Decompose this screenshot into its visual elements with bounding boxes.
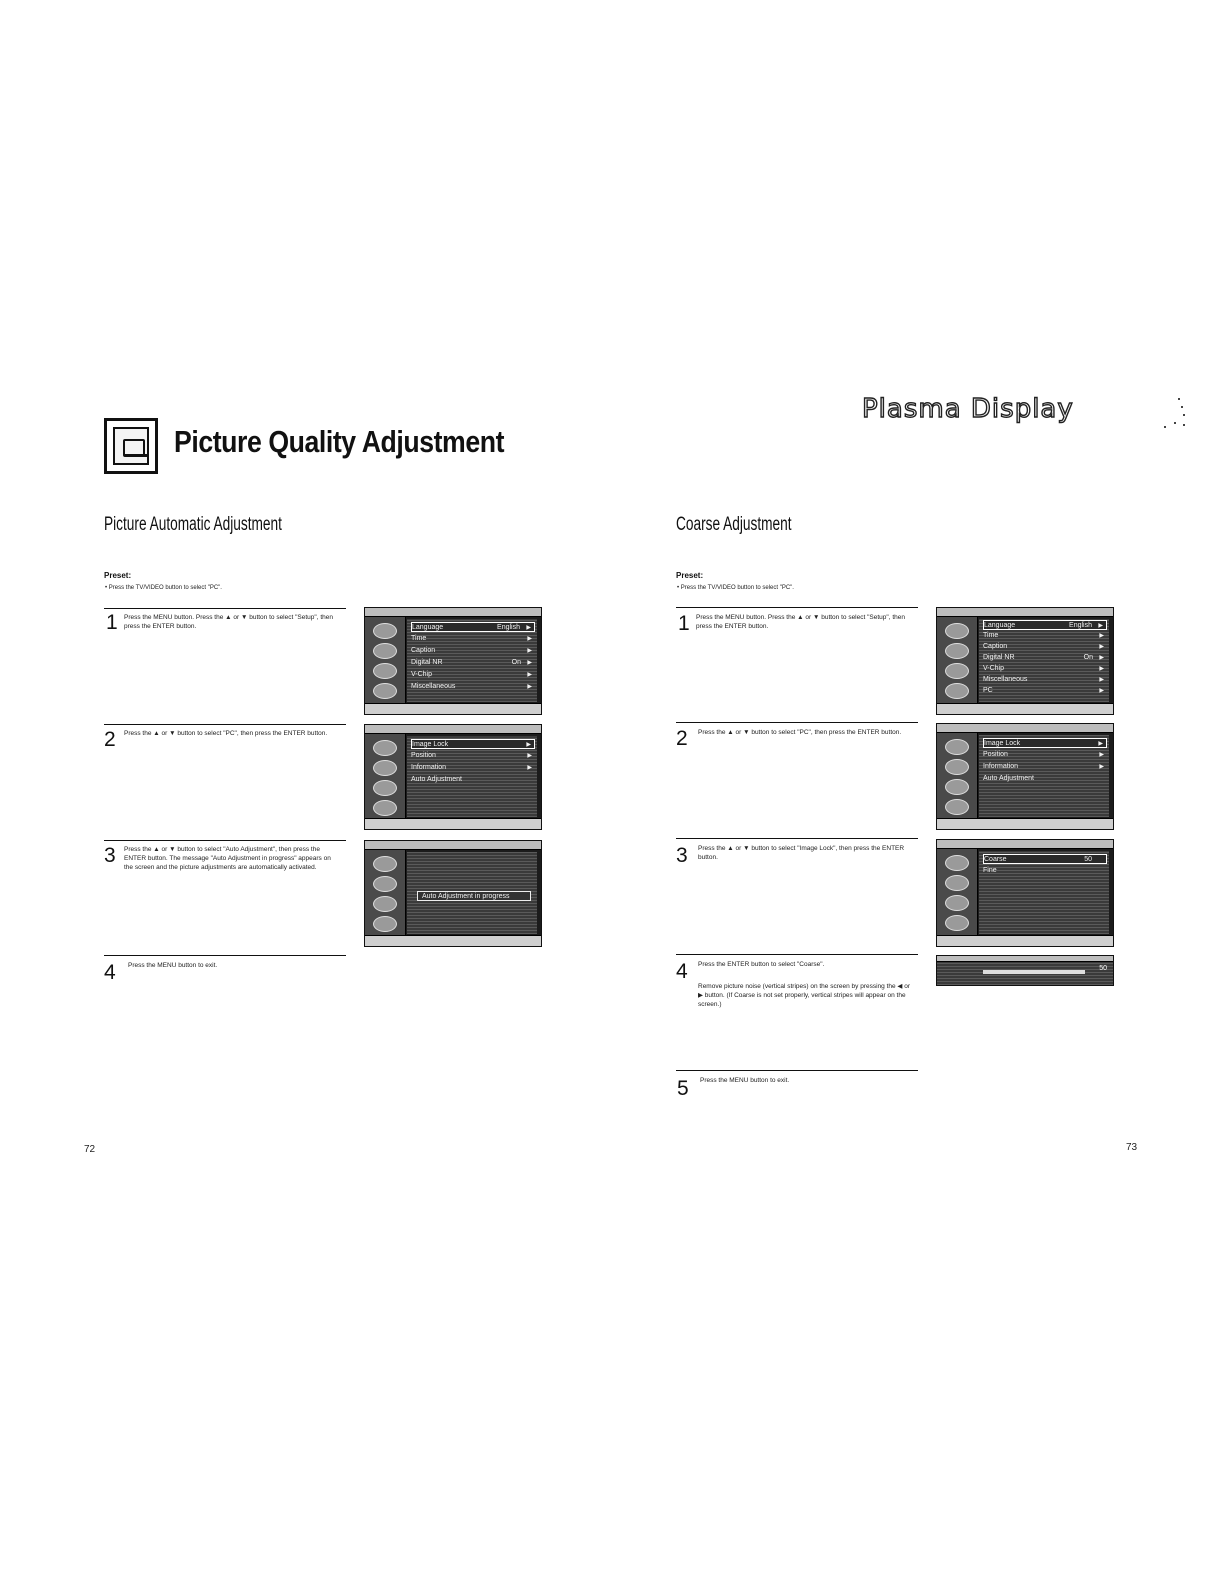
brand-logo: Plasma Display xyxy=(862,394,1074,424)
menu-item: Digital NR On ▶ xyxy=(983,654,1104,661)
step-divider xyxy=(104,840,346,841)
menu-item: Position ▶ xyxy=(983,751,1104,758)
menu-screenshot-pc xyxy=(364,724,542,830)
step-text: Press the ▲ or ▼ button to select "PC", then press the ENTER button. xyxy=(698,729,902,736)
progress-message: Auto Adjustment in progress xyxy=(417,891,531,901)
step-divider xyxy=(104,955,346,956)
step-text: Press the MENU button to exit. xyxy=(128,962,218,969)
preset-label-right: Preset: xyxy=(676,571,704,580)
page-title: Picture Quality Adjustment xyxy=(174,424,505,459)
decorative-dots xyxy=(1150,396,1186,430)
step-text: Press the MENU button. Press the ▲ or ▼ button to select "Setup", then press the ENTER button. xyxy=(696,614,905,630)
section-title-right: Coarse Adjustment xyxy=(676,514,792,535)
coarse-slider xyxy=(983,970,1085,974)
step-text: Press the ▲ or ▼ button to select "Image Lock", then press the ENTER button. xyxy=(698,845,905,861)
page-number-right: 73 xyxy=(1126,1142,1138,1153)
step-number: 1 xyxy=(678,612,690,635)
menu-item: Time ▶ xyxy=(983,632,1104,639)
menu-item: Digital NR On ▶ xyxy=(411,659,532,666)
menu-item: Fine xyxy=(983,867,997,874)
step-divider xyxy=(676,607,918,608)
section-title-left: Picture Automatic Adjustment xyxy=(104,514,282,535)
menu-item: Information ▶ xyxy=(983,763,1104,770)
menu-item: Position ▶ xyxy=(411,752,532,759)
menu-item: Language English ▶ xyxy=(983,620,1107,630)
menu-item: PC ▶ xyxy=(983,687,1104,694)
menu-item: Caption ▶ xyxy=(411,647,532,654)
menu-item: Language English ▶ xyxy=(411,622,535,632)
step-number: 3 xyxy=(676,844,688,867)
preset-text-left: • Press the TV/VIDEO button to select "PC". xyxy=(105,585,222,591)
step-divider xyxy=(676,722,918,723)
menu-item: Miscellaneous ▶ xyxy=(983,676,1104,683)
menu-item: Coarse 50 xyxy=(983,854,1107,864)
menu-item: Time ▶ xyxy=(411,635,532,642)
step-number: 3 xyxy=(104,844,116,867)
step-divider xyxy=(676,954,918,955)
step-divider xyxy=(676,1070,918,1071)
step-number: 4 xyxy=(676,960,688,983)
menu-item: Miscellaneous ▶ xyxy=(411,683,532,690)
step-number: 4 xyxy=(104,961,116,984)
step-text: Press the MENU button to exit. xyxy=(700,1077,790,1084)
step-text: Press the ▲ or ▼ button to select "PC", then press the ENTER button. xyxy=(124,730,328,737)
page-number-left: 72 xyxy=(84,1144,96,1155)
menu-item: Auto Adjustment xyxy=(983,775,1034,782)
step-divider xyxy=(104,608,346,609)
step-text: Press the ▲ or ▼ button to select "Auto Adjustment", then press the ENTER button. The message "Auto Adjustment in progress" appears on the screen and the picture adjustments are automatically activated. xyxy=(124,846,331,871)
step-number: 1 xyxy=(106,611,118,634)
menu-item: Auto Adjustment xyxy=(411,776,462,783)
step-text: Press the ENTER button to select "Coarse". xyxy=(698,961,825,968)
menu-item: V-Chip ▶ xyxy=(983,665,1104,672)
menu-screenshot-pc xyxy=(936,723,1114,830)
preset-label-left: Preset: xyxy=(104,571,132,580)
step-number: 2 xyxy=(104,728,116,751)
menu-screenshot-image-lock xyxy=(936,839,1114,947)
menu-item: Image Lock ▶ xyxy=(983,738,1107,748)
menu-item: Information ▶ xyxy=(411,764,532,771)
menu-item: V-Chip ▶ xyxy=(411,671,532,678)
menu-screenshot-setup xyxy=(936,607,1114,715)
menu-screenshot-setup xyxy=(364,607,542,715)
title-icon xyxy=(104,418,158,474)
step-divider xyxy=(104,724,346,725)
step-note: Remove picture noise (vertical stripes) on the screen by pressing the ◀ or ▶ button. (If Coarse is not set properly, vertical stripes will appear on the screen.) xyxy=(698,983,911,1008)
menu-screenshot-auto-adjustment xyxy=(364,840,542,947)
slider-value: 50 xyxy=(1099,965,1107,972)
preset-text-right: • Press the TV/VIDEO button to select "PC". xyxy=(677,585,794,591)
coarse-slider-screenshot xyxy=(936,955,1114,986)
step-number: 2 xyxy=(676,727,688,750)
menu-item: Caption ▶ xyxy=(983,643,1104,650)
step-text: Press the MENU button. Press the ▲ or ▼ button to select "Setup", then press the ENTER button. xyxy=(124,614,333,630)
step-number: 5 xyxy=(677,1077,689,1100)
step-divider xyxy=(676,838,918,839)
menu-item: Image Lock ▶ xyxy=(411,739,535,749)
